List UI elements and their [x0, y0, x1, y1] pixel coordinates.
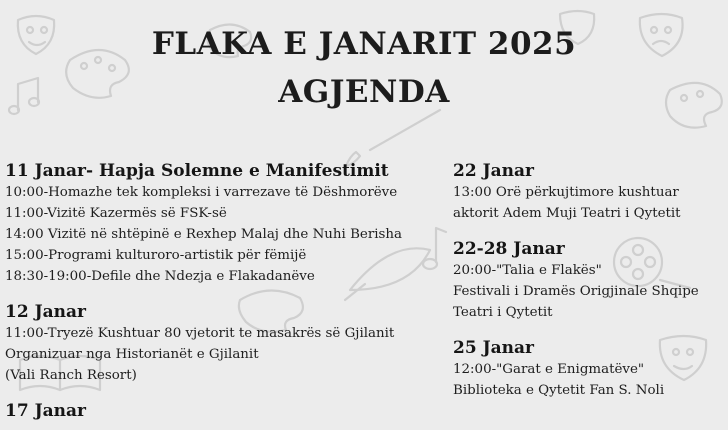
- agenda-day-block: [453, 160, 723, 224]
- paint-brush-icon: [346, 110, 440, 166]
- agenda-item: 20:00-"Talia e Flakës": [453, 263, 602, 278]
- day-heading: 12 Janar: [5, 302, 86, 322]
- day-heading: 22-28 Janar: [453, 239, 565, 259]
- agenda-item: 18:30-19:00-Defile dhe Ndezja e Flakadanëve: [5, 269, 315, 284]
- agenda-item: Organizuar nga Historianët e Gjilanit: [5, 347, 259, 362]
- agenda-day-block: [5, 301, 425, 386]
- agenda-item: aktorit Adem Muji Teatri i Qytetit: [453, 206, 681, 221]
- agenda-item: 11:00-Vizitë Kazermës së FSK-së: [5, 206, 227, 221]
- page-title: FLAKA E JANARIT 2025: [151, 26, 577, 62]
- day-heading: 17 Janar: [5, 401, 86, 421]
- agenda-item: 11:00-Tryezë Kushtuar 80 vjetorit te masakrës së Gjilanit: [5, 326, 395, 341]
- agenda-day-block: [5, 160, 425, 287]
- agenda-item: 12:00-"Garat e Enigmatëve": [453, 362, 645, 377]
- agenda-item: 13:00 Orë përkujtimore kushtuar: [453, 185, 679, 200]
- day-heading: 11 Janar- Hapja Solemne e Manifestimit: [5, 161, 389, 181]
- agenda-item: Biblioteka e Qytetit Fan S. Noli: [453, 383, 665, 398]
- day-heading: 22 Janar: [453, 161, 534, 181]
- page-subtitle: AGJENDA: [278, 74, 450, 110]
- agenda-right-column: [453, 160, 723, 401]
- agenda-item: Teatri i Qytetit: [453, 305, 553, 320]
- agenda-item: 10:00-Homazhe tek kompleksi i varrezave të Dëshmorëve: [5, 185, 398, 200]
- agenda-item: 15:00-Programi kulturoro-artistik për fëmijë: [5, 248, 307, 263]
- agenda-day-block: [453, 337, 723, 401]
- agenda-day-block: [5, 400, 425, 422]
- agenda-day-block: [453, 238, 723, 323]
- agenda-item: Festivali i Dramës Origjinale Shqipe: [453, 284, 699, 299]
- agenda-item: 14:00 Vizitë në shtëpinë e Rexhep Malaj dhe Nuhi Berisha: [5, 227, 403, 242]
- day-heading: 25 Janar: [453, 338, 534, 358]
- agenda-item: (Vali Ranch Resort): [5, 368, 137, 383]
- agenda-left-column: [5, 160, 425, 422]
